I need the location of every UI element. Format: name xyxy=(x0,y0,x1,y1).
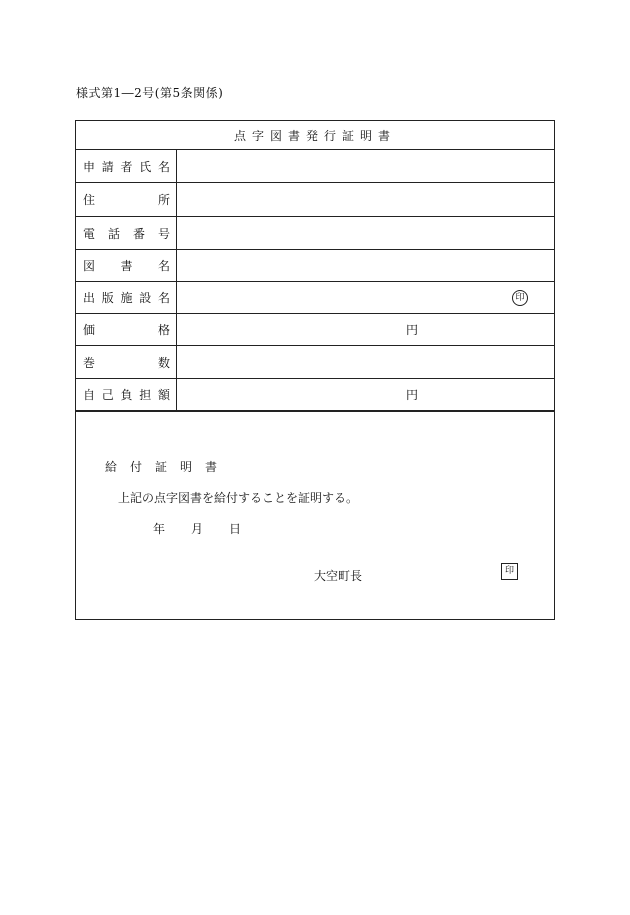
volumes-value[interactable] xyxy=(177,346,554,378)
phone-number-value[interactable] xyxy=(177,217,554,249)
label-char: 数 xyxy=(157,355,170,370)
label-char: 番 xyxy=(132,226,145,241)
field-row-book-title xyxy=(76,250,554,282)
address-label xyxy=(76,183,177,216)
address-value[interactable] xyxy=(177,183,554,216)
field-row-price xyxy=(76,314,554,346)
phone-number-label xyxy=(76,217,177,249)
self-pay-amount-label xyxy=(76,379,177,410)
label-char: 格 xyxy=(157,323,170,337)
date-year-label: 年 xyxy=(153,522,166,536)
field-row-volumes xyxy=(76,346,554,379)
label-char: 電 xyxy=(83,226,96,241)
label-char: 名 xyxy=(157,259,170,273)
label-char: 号 xyxy=(157,226,170,241)
applicant-name-value[interactable] xyxy=(177,150,554,182)
yen-unit: 円 xyxy=(406,388,419,402)
label-char: 申 xyxy=(83,159,96,174)
field-row-self-pay-amount xyxy=(76,379,554,411)
label-char: 担 xyxy=(139,388,152,402)
publisher-seal-mark: 印 xyxy=(512,290,528,306)
field-row-phone-number xyxy=(76,217,554,250)
label-char: 自 xyxy=(83,388,96,402)
publisher-label xyxy=(76,282,177,313)
field-row-applicant-name xyxy=(76,150,554,183)
field-row-address xyxy=(76,183,554,217)
label-char: 設 xyxy=(139,291,152,305)
date-month-label: 月 xyxy=(191,522,204,536)
label-char: 話 xyxy=(107,226,120,241)
label-char: 出 xyxy=(83,291,96,305)
volumes-label xyxy=(76,346,177,378)
label-char: 己 xyxy=(101,388,114,402)
certificate-date xyxy=(153,520,241,537)
self-pay-amount-value[interactable] xyxy=(177,379,554,410)
form-number: 様式第1―2号(第5条関係) xyxy=(76,86,224,100)
label-char: 氏 xyxy=(139,159,152,174)
label-char: 図 xyxy=(83,259,96,273)
label-char: 施 xyxy=(120,291,133,305)
yen-unit: 円 xyxy=(406,323,419,337)
mayor-seal-mark: 印 xyxy=(501,563,518,580)
label-char: 名 xyxy=(157,159,170,174)
label-char: 者 xyxy=(120,159,133,174)
label-char: 住 xyxy=(83,193,96,207)
book-title-label xyxy=(76,250,177,281)
application-form xyxy=(75,120,555,620)
label-char: 額 xyxy=(157,388,170,402)
issuer-name: 大空町長 xyxy=(314,569,363,583)
book-title-value[interactable] xyxy=(177,250,554,281)
applicant-name-label xyxy=(76,150,177,182)
label-char: 名 xyxy=(157,291,170,305)
label-char: 負 xyxy=(120,388,133,402)
form-title: 点字図書発行証明書 xyxy=(76,121,554,150)
label-char: 請 xyxy=(101,159,114,174)
label-char: 巻 xyxy=(83,355,96,370)
label-char: 書 xyxy=(120,259,133,273)
publisher-value[interactable] xyxy=(177,282,554,313)
date-day-label: 日 xyxy=(229,522,242,536)
certificate-title: 給付証明書 xyxy=(105,460,231,474)
label-char: 価 xyxy=(83,323,96,337)
price-value[interactable] xyxy=(177,314,554,345)
label-char: 版 xyxy=(101,291,114,305)
field-row-publisher xyxy=(76,282,554,314)
certificate-section xyxy=(76,411,554,619)
price-label xyxy=(76,314,177,345)
certificate-statement: 上記の点字図書を給付することを証明する。 xyxy=(118,491,359,505)
form-fields xyxy=(76,150,554,411)
label-char: 所 xyxy=(157,193,170,207)
